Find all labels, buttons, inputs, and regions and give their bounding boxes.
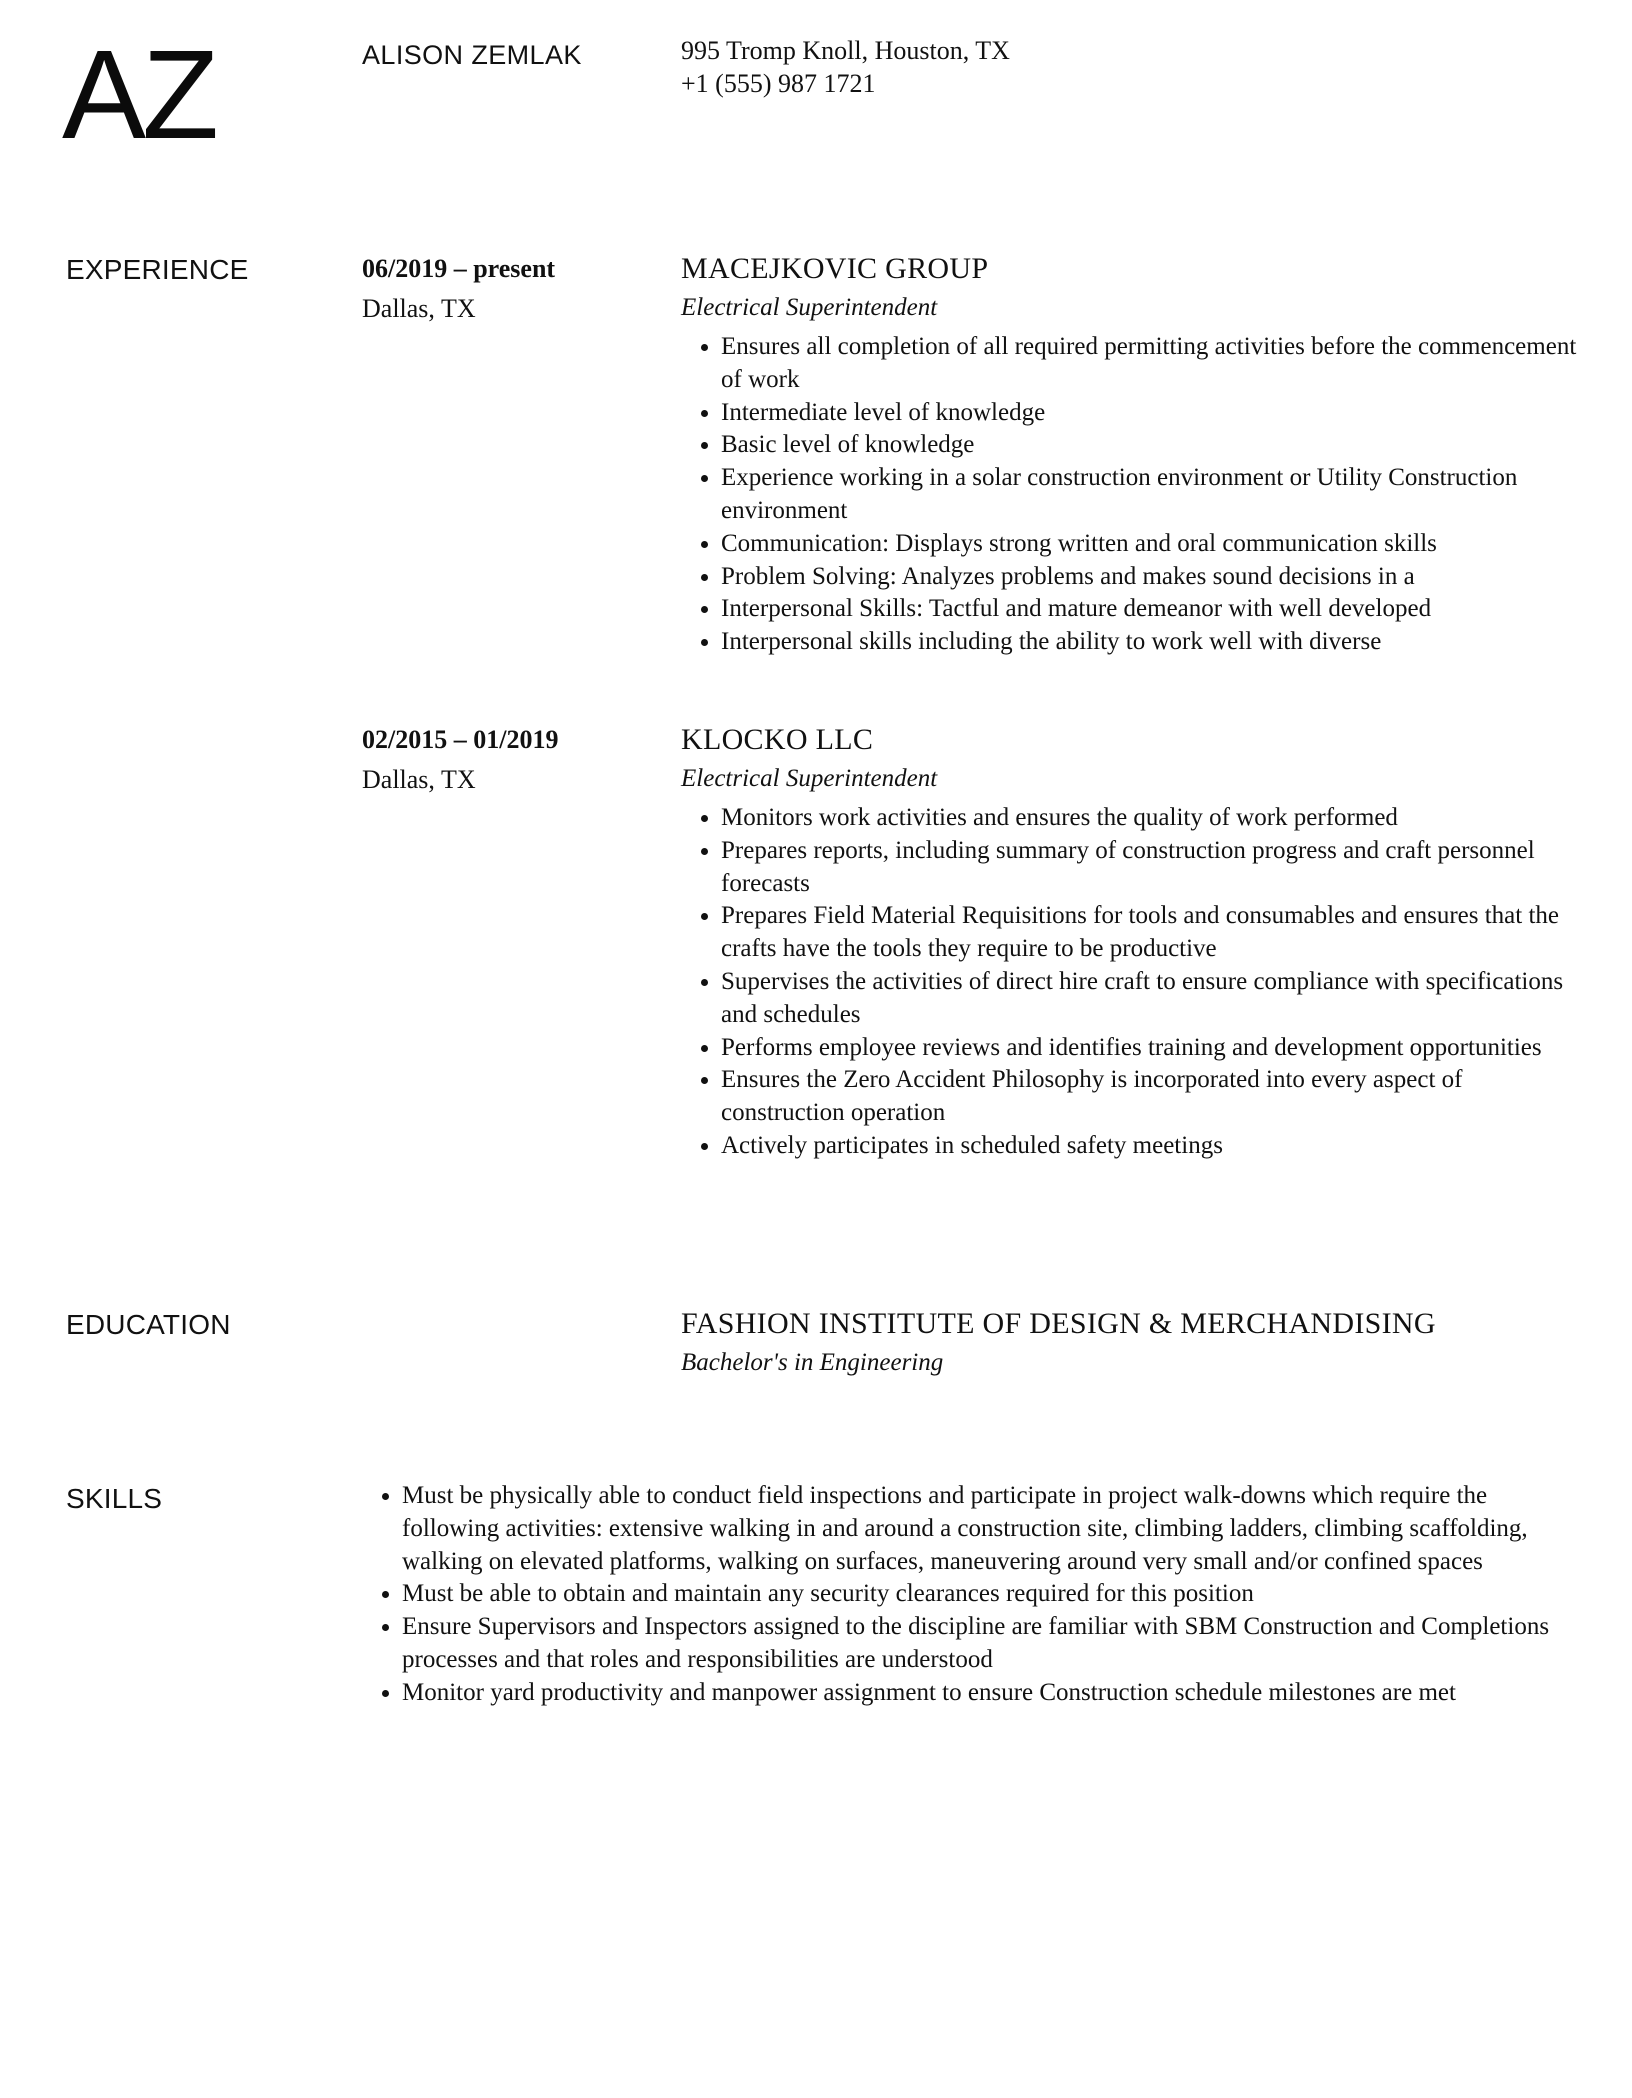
skills-list (362, 1480, 1572, 1710)
list-item: Intermediate level of knowledge (681, 397, 1581, 430)
list-item: Actively participates in scheduled safety meetings (681, 1130, 1581, 1163)
list-item: Basic level of knowledge (681, 429, 1581, 462)
list-item: Communication: Displays strong written and oral communication skills (681, 528, 1581, 561)
list-item: Must be able to obtain and maintain any security clearances required for this position (362, 1578, 1572, 1611)
list-item: Prepares Field Material Requisitions for tools and consumables and ensures that the crafts have the tools they require to be productive (681, 900, 1581, 966)
job-location: Dallas, TX (362, 765, 476, 794)
list-item: Ensure Supervisors and Inspectors assigned to the discipline are familiar with SBM Construction and Completions processes and that roles and responsibilities are understood (362, 1611, 1572, 1677)
phone: +1 (555) 987 1721 (681, 69, 876, 98)
address: 995 Tromp Knoll, Houston, TX (681, 36, 1010, 65)
contact-info (681, 34, 1010, 100)
job-bullets (681, 331, 1581, 659)
school-name: FASHION INSTITUTE OF DESIGN & MERCHANDISING (681, 1307, 1436, 1340)
list-item: Ensures all completion of all required permitting activities before the commencement of work (681, 331, 1581, 397)
degree: Bachelor's in Engineering (681, 1349, 944, 1376)
list-item: Monitor yard productivity and manpower assignment to ensure Construction schedule milestones are met (362, 1677, 1572, 1710)
job-dates: 06/2019 – present (362, 254, 556, 283)
list-item: Interpersonal skills including the ability to work well with diverse (681, 626, 1581, 659)
experience-heading: EXPERIENCE (66, 254, 249, 285)
list-item: Monitors work activities and ensures the quality of work performed (681, 802, 1581, 835)
candidate-name: ALISON ZEMLAK (362, 40, 582, 70)
list-item: Supervises the activities of direct hire craft to ensure compliance with specifications and schedules (681, 966, 1581, 1032)
list-item: Experience working in a solar construction environment or Utility Construction environment (681, 462, 1581, 528)
list-item: Performs employee reviews and identifies training and development opportunities (681, 1032, 1581, 1065)
list-item: Interpersonal Skills: Tactful and mature demeanor with well developed (681, 593, 1581, 626)
list-item: Ensures the Zero Accident Philosophy is incorporated into every aspect of construction operation (681, 1064, 1581, 1130)
job-location: Dallas, TX (362, 294, 476, 323)
education-heading: EDUCATION (66, 1309, 231, 1340)
list-item: Prepares reports, including summary of construction progress and craft personnel forecasts (681, 835, 1581, 901)
job-title: Electrical Superintendent (681, 765, 938, 792)
job-title: Electrical Superintendent (681, 294, 938, 321)
skills-heading: SKILLS (66, 1483, 163, 1514)
list-item: Problem Solving: Analyzes problems and makes sound decisions in a (681, 561, 1581, 594)
job-bullets (681, 802, 1581, 1163)
employer-name: KLOCKO LLC (681, 723, 874, 756)
monogram: AZ (62, 24, 216, 165)
employer-name: MACEJKOVIC GROUP (681, 252, 989, 285)
job-dates: 02/2015 – 01/2019 (362, 725, 559, 754)
list-item: Must be physically able to conduct field inspections and participate in project walk-downs which require the following activities: extensive walking in and around a construction site, climbing ladders, climbing scaffolding, walking on elevated platforms, walking on surfaces, maneuvering around very small and/or confined spaces (362, 1480, 1572, 1578)
